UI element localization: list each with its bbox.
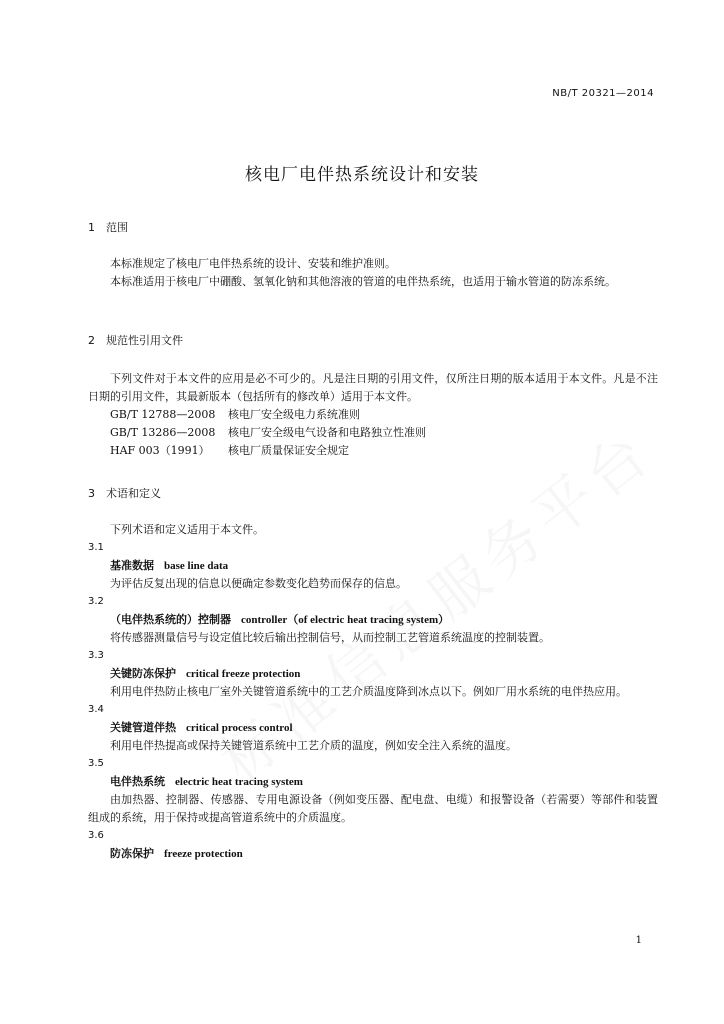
term-number: 3.1 (88, 542, 104, 553)
reference-item: HAF 003（1991） 核电厂质量保证安全规定 (110, 444, 349, 457)
reference-item: GB/T 12788—2008 核电厂安全级电力系统准则 (110, 408, 360, 421)
term-name: 防冻保护 freeze protection (110, 847, 243, 860)
term-definition: 利用电伴热防止核电厂室外关键管道系统中的工艺介质温度降到冰点以下。例如厂用水系统的电伴热应用。 (110, 685, 627, 698)
term-number: 3.3 (88, 650, 104, 661)
standard-code: NB/T 20321—2014 (552, 88, 654, 99)
term-definition: 将传感器测量信号与设定值比较后输出控制信号，从而控制工艺管道系统温度的控制装置。 (110, 631, 550, 644)
section-heading: 2 规范性引用文件 (88, 334, 183, 347)
section-heading: 1 范围 (88, 221, 128, 234)
section-2-body (88, 370, 658, 460)
reference-item: GB/T 13286—2008 核电厂安全级电气设备和电路独立性准则 (110, 426, 426, 439)
paragraph: 本标准规定了核电厂电伴热系统的设计、安装和维护准则。 (110, 257, 396, 270)
section-2 (88, 332, 658, 350)
term-name: （电伴热系统的）控制器 controller（of electric heat tracing system） (110, 613, 450, 626)
term-definition: 利用电伴热提高或保持关键管道系统中工艺介质的温度，例如安全注入系统的温度。 (110, 739, 517, 752)
paragraph: 本标准适用于核电厂中硼酸、氢氧化钠和其他溶液的管道的电伴热系统，也适用于输水管道的防冻系统。 (110, 275, 616, 288)
section-3 (88, 485, 658, 503)
document-title: 核电厂电伴热系统设计和安装 (245, 165, 479, 185)
section-3-body (88, 521, 658, 863)
paragraph: 下列文件对于本文件的应用是必不可少的。凡是注日期的引用文件，仅所注日期的版本适用于本文件。凡是不注日期的引用文件，其最新版本（包括所有的修改单）适用于本文件。 (88, 372, 658, 403)
section-1 (88, 219, 658, 237)
term-number: 3.2 (88, 596, 104, 607)
term-definition: 由加热器、控制器、传感器、专用电源设备（例如变压器、配电盘、电缆）和报警设备（若需要）等部件和装置组成的系统，用于保持或提高管道系统中的介质温度。 (88, 793, 658, 824)
term-definition: 为评估反复出现的信息以便确定参数变化趋势而保存的信息。 (110, 577, 407, 590)
term-name: 关键管道伴热 critical process control (110, 721, 293, 734)
term-number: 3.6 (88, 830, 104, 841)
section-heading: 3 术语和定义 (88, 487, 161, 500)
term-number: 3.5 (88, 758, 104, 769)
paragraph: 下列术语和定义适用于本文件。 (110, 523, 264, 536)
section-1-body (88, 255, 658, 291)
term-name: 关键防冻保护 critical freeze protection (110, 667, 301, 680)
term-number: 3.4 (88, 704, 104, 715)
page-number: 1 (635, 935, 642, 946)
term-name: 电伴热系统 electric heat tracing system (110, 775, 303, 788)
term-name: 基准数据 base line data (110, 559, 229, 572)
